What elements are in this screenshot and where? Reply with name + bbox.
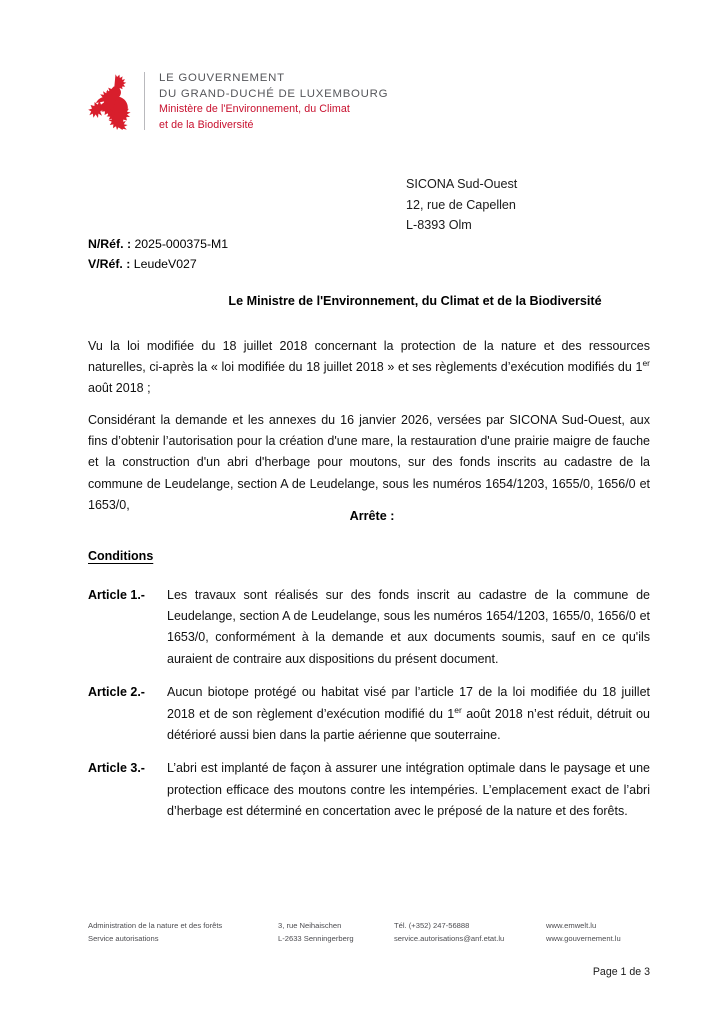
paragraph-vu-part1: Vu la loi modifiée du 18 juillet 2018 concernant la protection de la nature et des ressources naturelles, ci-après la « loi modifiée du 18 juillet 2018 » et ses règlements d’exécution modifiés du 1: [88, 339, 650, 375]
footer-street: 3, rue Neihaischen: [278, 921, 342, 930]
footer-email[interactable]: service.autorisations@anf.etat.lu: [394, 933, 505, 943]
government-line-1: LE GOUVERNEMENT: [159, 72, 285, 84]
your-reference-value: LeudeV027: [133, 257, 197, 271]
your-reference: [88, 254, 228, 274]
article-text-superscript: er: [454, 704, 462, 715]
our-reference-label: N/Réf. :: [88, 237, 132, 251]
our-reference-value: 2025-000375-M1: [134, 237, 229, 251]
letterhead-divider: [144, 72, 145, 130]
ministry-line-2: et de la Biodiversité: [159, 118, 254, 131]
paragraph-considerant: Considérant la demande et les annexes du 16 janvier 2026, versées par SICONA Sud-Ouest, aux fins d’obtenir l’autorisation pour la création d'une mare, la restauration d'une prairie maigre de fauche et la construction d'un abri d'herbage pour moutons, sur des fonds inscrits au cadastre de la commune de Leudelange, section A de Leudelange, sous les numéros 1654/1203, 1655/0, 1656/0 et 1653/0,: [88, 413, 650, 512]
footer-department-name: Administration de la nature et des forêts: [88, 921, 223, 930]
article-label: Article 1.-: [88, 588, 145, 602]
ministry-line-1: Ministère de l'Environnement, du Climat: [159, 103, 350, 115]
recipient-address: [406, 174, 517, 236]
our-reference: [88, 234, 228, 254]
footer-column-contact: [394, 920, 546, 945]
luxembourg-lion-crest-icon: [88, 70, 132, 130]
article-label: Article 2.-: [88, 685, 145, 700]
article-text: [167, 585, 650, 670]
letterhead: [88, 70, 388, 133]
recipient-line-1: SICONA Sud-Ouest: [406, 177, 518, 191]
footer-phone: Tél. (+352) 247-56888: [394, 921, 470, 930]
article-label: Article 3.-: [88, 761, 145, 776]
article-text-part1: L’abri est implanté de façon à assurer une intégration optimale dans le paysage et une protection efficace des moutons contre les intempéries. L’emplacement exact de l’abri d’herbage est déterminé en concertation avec le préposé de la nature et des forêts.: [167, 761, 650, 818]
article-text-part2: août 2018 n’est réduit, détruit ou détérioré aussi bien dans la partie aérienne que souterraine.: [167, 706, 650, 742]
government-line-2: DU GRAND-DUCHÉ DE LUXEMBOURG: [159, 87, 389, 100]
article-item: [88, 682, 650, 746]
article-text: [167, 682, 650, 746]
article-text-part1: Les travaux sont réalisés sur des fonds inscrit au cadastre de la commune de Leudelange, section A de Leudelange, sous les numéros 1654/1203, 1655/0, 1656/0 et 1653/0, conformément à la demande et aux documents soumis, sauf en ce qu'ils auraient de contraire aux dispositions du présent document.: [167, 588, 650, 666]
footer-service-name: Service autorisations: [88, 933, 159, 943]
paragraph-vu-superscript: er: [642, 358, 650, 369]
page-number: Page 1 de 3: [592, 966, 650, 978]
articles-list: [88, 585, 650, 835]
article-item: [88, 758, 650, 822]
footer-website-emwelt[interactable]: www.emwelt.lu: [546, 921, 597, 930]
your-reference-label: V/Réf. :: [88, 257, 131, 271]
reference-block: [88, 234, 228, 274]
minister-title: Le Ministre de l'Environnement, du Climat et de la Biodiversité: [228, 294, 602, 308]
footer-website-gouvernement[interactable]: www.gouvernement.lu: [546, 933, 621, 943]
conditions-heading: Conditions: [88, 549, 154, 563]
recipient-line-3: L-8393 Olm: [406, 218, 472, 232]
article-item: [88, 585, 650, 670]
arrete-heading: Arrête :: [349, 509, 395, 523]
footer-postal-city: L-2633 Senningerberg: [278, 933, 354, 943]
article-text-part1: Aucun biotope protégé ou habitat visé par l’article 17 de la loi modifiée du 18 juillet 2018 et de son règlement d’exécution modifié du 1: [167, 685, 650, 721]
recipient-line-2: 12, rue de Capellen: [406, 197, 516, 212]
paragraph-vu-part2: août 2018 ;: [88, 381, 151, 396]
footer-column-department: [88, 920, 278, 945]
footer-column-address: [278, 920, 394, 945]
footer-column-websites: [546, 920, 650, 945]
article-text: [167, 758, 650, 822]
page-footer: [88, 920, 650, 945]
paragraph-vu: [88, 336, 650, 400]
